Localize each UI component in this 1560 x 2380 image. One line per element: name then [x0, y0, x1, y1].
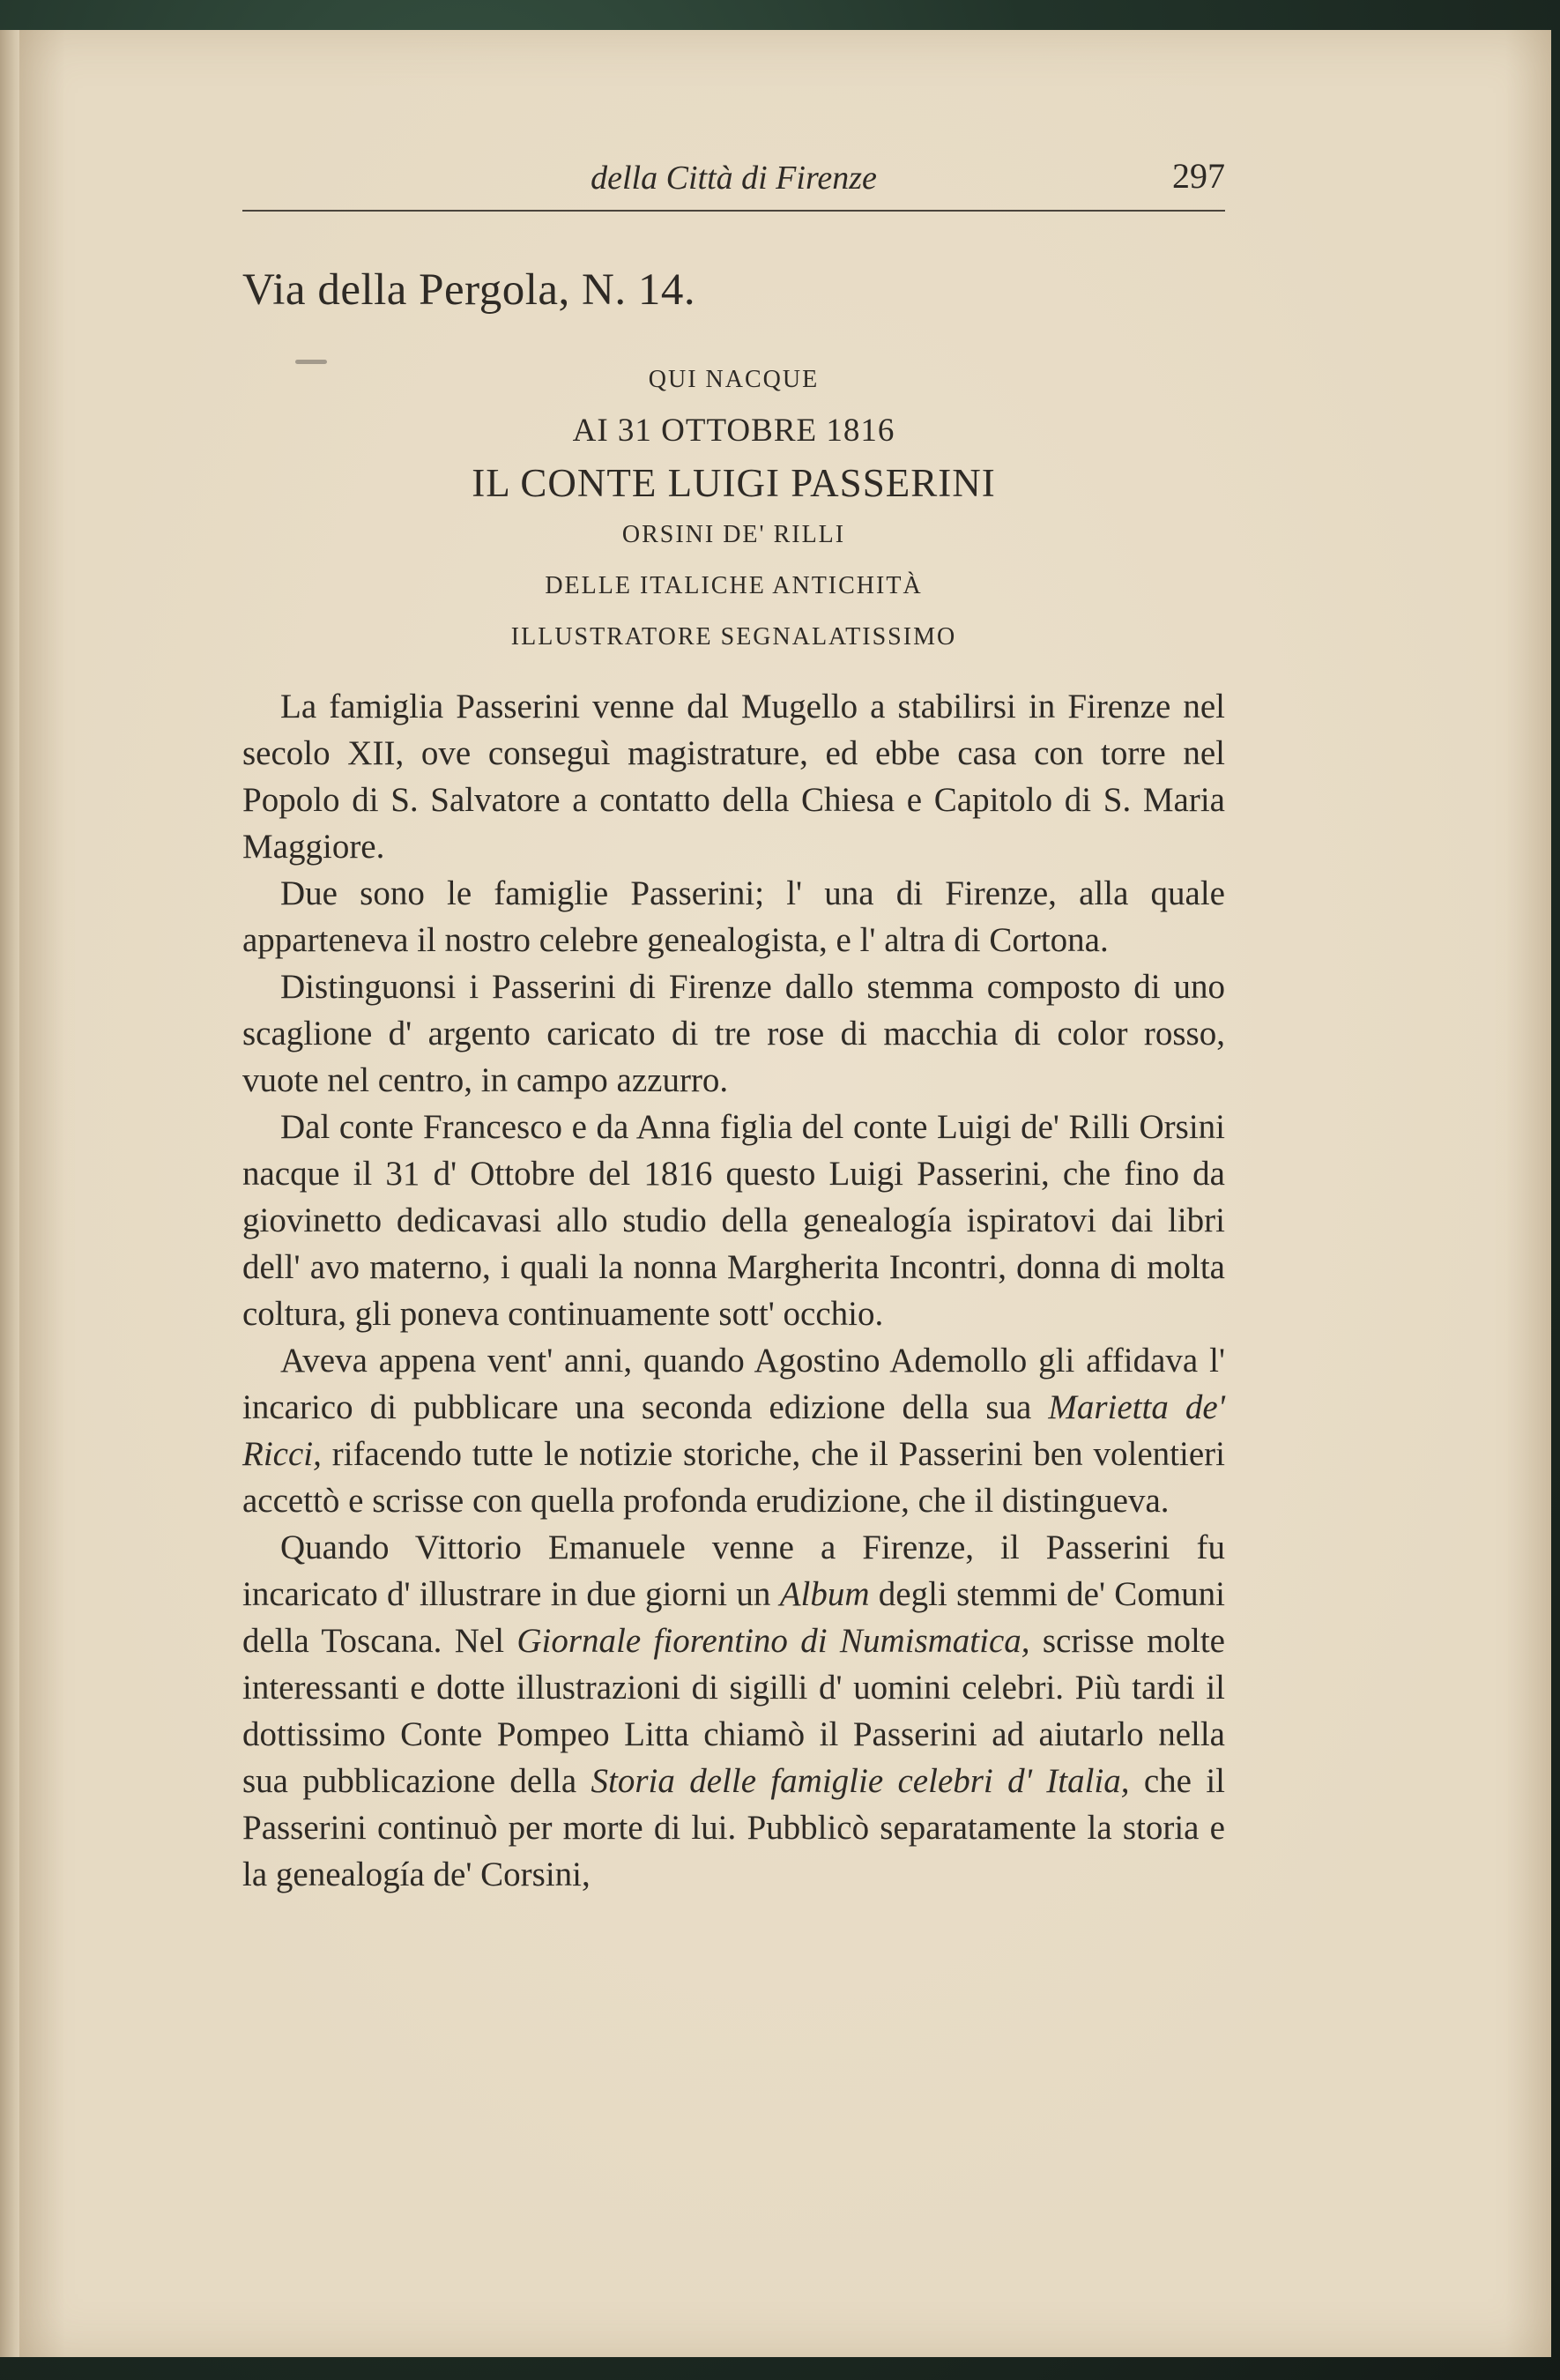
inscription-line: ILLUSTRATORE SEGNALATISSIMO: [510, 623, 957, 651]
paragraph-text: La famiglia Passerini venne dal Mugello a stabilirsi in Firenze nel secolo XII, ove conseguì magistrature, ed ebbe casa con torre nel Popolo di S. Salvatore a contatto della Chiesa e Capitolo di S. Maria Maggiore.: [242, 688, 1225, 866]
address-heading: Via della Pergola, N. 14.: [242, 265, 696, 315]
paragraph: [242, 683, 1225, 870]
paragraph-text: che il Passerini continuò per morte di lui. Pubblicò separatamente la storia e la genealogía de' Corsini,: [242, 1762, 1225, 1893]
inscription-line: IL CONTE LUIGI PASSERINI: [472, 461, 996, 505]
page-number: 297: [1172, 156, 1225, 196]
paragraph: [242, 1337, 1225, 1524]
paragraph: [242, 1524, 1225, 1898]
running-head: [242, 152, 1225, 212]
paragraph-text: Aveva appena vent' anni, quando Agostino Ademollo gli affidava l' incarico di pubblicare una seconda edizione della sua: [242, 1342, 1225, 1426]
book-title-italic: Giornale fiorentino di Numismatica,: [516, 1622, 1030, 1660]
book-title-italic: Marietta de' Ricci,: [242, 1388, 1225, 1473]
running-head-title: della Città di Firenze: [591, 160, 877, 197]
paragraph-text: Distinguonsi i Passerini di Firenze dallo stemma composto di uno scaglione d' argento caricato di tre rose di macchia di color rosso, vuote nel centro, in campo azzurro.: [242, 968, 1225, 1099]
inscription-line: DELLE ITALICHE ANTICHITÀ: [545, 572, 923, 599]
paragraph-text: rifacendo tutte le notizie storiche, che il Passerini ben volentieri accettò e scrisse con quella profonda erudizione, che il distingueva.: [242, 1435, 1225, 1520]
book-title-italic: Storia delle famiglie celebri d' Italia,: [591, 1762, 1130, 1800]
paragraph: [242, 1104, 1225, 1337]
inscription-line: ORSINI DE' RILLI: [621, 521, 846, 548]
paragraph-text: Dal conte Francesco e da Anna figlia del conte Luigi de' Rilli Orsini nacque il 31 d' Ottobre del 1816 questo Luigi Passerini, che fino da giovinetto dedicavasi allo studio della genealogía ispiratovi dai libri dell' avo materno, i quali la nonna Margherita Incontri, donna di molta coltura, gli poneva continuamente sott' occhio.: [242, 1108, 1225, 1333]
paragraph-text: degli stemmi de' Comuni della Toscana. Nel: [242, 1575, 1225, 1660]
paragraph: [242, 963, 1225, 1104]
inscription-line: QUI NACQUE: [648, 366, 820, 393]
paragraph-text: Quando Vittorio Emanuele venne a Firenze, il Passerini fu incaricato d' illustrare in due giorni un: [242, 1528, 1225, 1613]
body-text: [242, 683, 1225, 1898]
book-title-italic: Album: [779, 1575, 870, 1613]
paragraph-text: Due sono le famiglie Passerini; l' una di Firenze, alla quale apparteneva il nostro celebre genealogista, e l' altra di Cortona.: [242, 874, 1225, 959]
paragraph-text: scrisse molte interessanti e dotte illustrazioni di sigilli d' uomini celebri. Più tardi il dottissimo Conte Pompeo Litta chiamò il Passerini ad aiutarlo nella sua pubblicazione della: [242, 1622, 1225, 1800]
inscription-line: AI 31 OTTOBRE 1816: [572, 413, 895, 449]
paragraph: [242, 870, 1225, 963]
memorial-inscription: [242, 354, 1225, 663]
